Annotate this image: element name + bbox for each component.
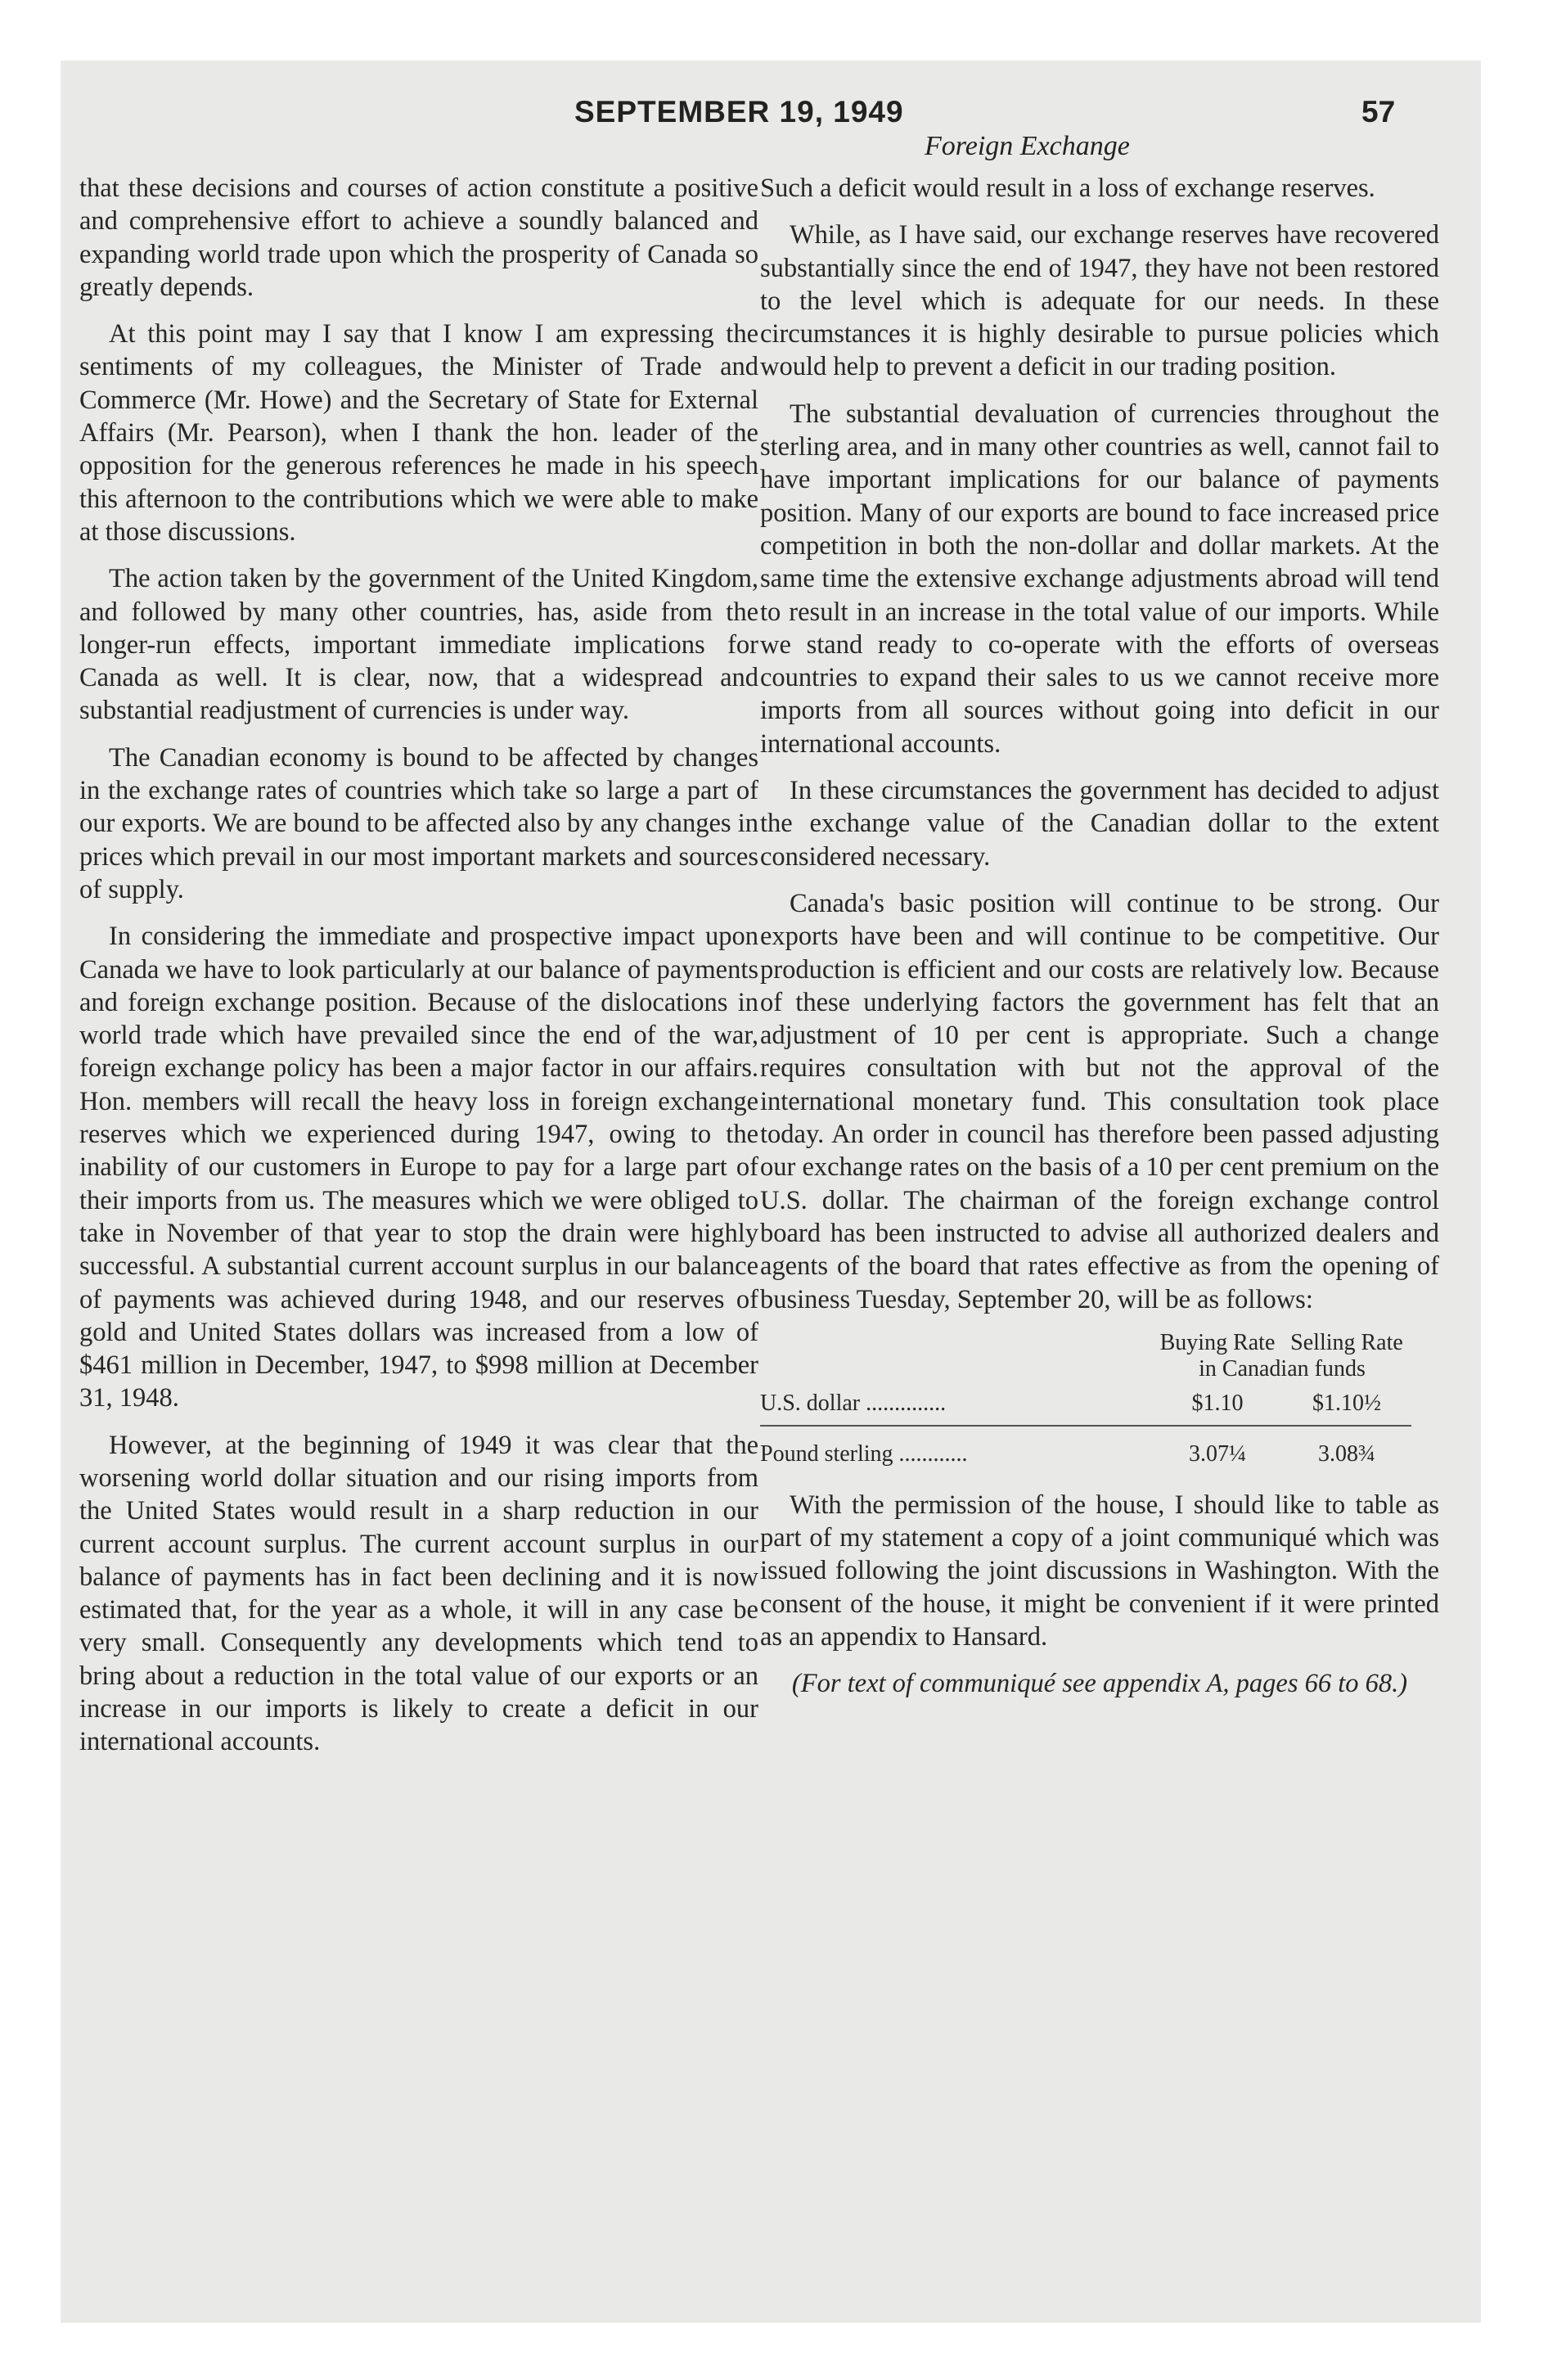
exchange-rate-table xyxy=(760,1330,1411,1476)
page-number: 57 xyxy=(1361,95,1396,128)
table-divider xyxy=(760,1426,1411,1433)
buying-rate: $1.10 xyxy=(1191,1390,1244,1416)
row-label: Pound sterling ............ xyxy=(760,1440,968,1467)
table-subheader-row xyxy=(760,1356,1411,1382)
row-label: U.S. dollar .............. xyxy=(760,1390,947,1416)
paragraph: that these decisions and courses of action constitute a positive and comprehensive effort to achieve a soundly balanced and expanding world trade upon which the prosperity of Canada so greatly depends. xyxy=(79,174,758,302)
column-header-selling: Selling Rate xyxy=(1290,1329,1403,1355)
left-column xyxy=(79,172,758,1773)
table-row xyxy=(760,1433,1411,1476)
appendix-note: (For text of communiqué see appendix A, pages 66 to 68.) xyxy=(791,1669,1408,1699)
paragraph: At this point may I say that I know I am expressing the sentiments of my colleagues, the Minister of Trade and Commerce (Mr. Howe) and the Secretary of State for External Affairs (Mr. Pearson), when I thank the hon. leader of the opposition for the generous references he made in his speech this afternoon to the contributions which we were able to make at those discussions. xyxy=(79,319,758,547)
paragraph: The Canadian economy is bound to be affected by changes in the exchange rates of countries which take so large a part of our exports. We are bound to be affected also by any changes in prices which prevail in our most important markets and sources of supply. xyxy=(79,742,758,904)
buying-rate: 3.07¼ xyxy=(1189,1440,1246,1467)
section-title: Foreign Exchange xyxy=(925,131,1130,161)
selling-rate: $1.10½ xyxy=(1312,1390,1381,1416)
column-header-buying: Buying Rate xyxy=(1159,1329,1276,1355)
right-column xyxy=(760,172,1439,1715)
table-subheader: in Canadian funds xyxy=(1199,1355,1366,1382)
paragraph: Such a deficit would result in a loss of exchange reserves. xyxy=(760,174,1375,203)
paragraph: In these circumstances the government has decided to adjust the exchange value of the Canadian dollar to the extent considered necessary. xyxy=(760,776,1439,872)
table-header-row xyxy=(760,1330,1411,1356)
paragraph: The substantial devaluation of currencies throughout the sterling area, and in many other countries as well, cannot fail to have important implications for our balance of payments position. Many of our exports are bound to face increased price competition in both the non-dollar and dollar markets. At the same time the extensive exchange adjustments abroad will tend to result in an increase in the total value of our imports. While we stand ready to co-operate with the efforts of overseas countries to expand their sales to us we cannot receive more imports from all sources without going into deficit in our international accounts. xyxy=(760,399,1439,759)
table-row xyxy=(760,1382,1411,1426)
paragraph: While, as I have said, our exchange reserves have recovered substantially since the end of 1947, they have not been restored to the level which is adequate for our needs. In these circumstances it is highly desirable to pursue policies which would help to prevent a deficit in our trading position. xyxy=(760,220,1439,382)
paragraph: Canada's basic position will continue to be strong. Our exports have been and will continue to be competitive. Our production is efficient and our costs are relatively low. Because of these underlying factors the government has felt that an adjustment of 10 per cent is appropriate. Such a change requires consultation with but not the approval of the international monetary fund. This consultation took place today. An order in council has therefore been passed adjusting our exchange rates on the basis of a 10 per cent premium on the U.S. dollar. The chairman of the foreign exchange control board has been instructed to advise all authorized dealers and agents of the board that rates effective as from the opening of business Tuesday, September 20, will be as follows: xyxy=(760,888,1439,1314)
paragraph: With the permission of the house, I should like to table as part of my statement a copy of a joint communiqué which was issued following the joint discussions in Washington. With the consent of the house, it might be convenient if it were printed as an appendix to Hansard. xyxy=(760,1490,1439,1652)
selling-rate: 3.08¾ xyxy=(1318,1440,1375,1467)
paragraph: The action taken by the government of the United Kingdom, and followed by many other countries, has, aside from the longer-run effects, important immediate implications for Canada as well. It is clear, now, that a widespread and substantial readjustment of currencies is under way. xyxy=(79,564,758,726)
paragraph: In considering the immediate and prospective impact upon Canada we have to look particularly at our balance of payments and foreign exchange position. Because of the dislocations in world trade which have prevailed since the end of the war, foreign exchange policy has been a major factor in our affairs. Hon. members will recall the heavy loss in foreign exchange reserves which we experienced during 1947, owing to the inability of our customers in Europe to pay for a large part of their imports from us. The measures which we were obliged to take in November of that year to stop the drain were highly successful. A substantial current account surplus in our balance of payments was achieved during 1948, and our reserves of gold and United States dollars was increased from a low of $461 million in December, 1947, to $998 million at December 31, 1948. xyxy=(79,922,758,1413)
paragraph: However, at the beginning of 1949 it was clear that the worsening world dollar situation and our rising imports from the United States would result in a sharp reduction in our current account surplus. The current account surplus in our balance of payments has in fact been declining and it is now estimated that, for the year as a whole, it will in any case be very small. Consequently any developments which tend to bring about a reduction in the total value of our exports or an increase in our imports is likely to create a deficit in our international accounts. xyxy=(79,1430,758,1757)
page-date: SEPTEMBER 19, 1949 xyxy=(574,95,904,128)
